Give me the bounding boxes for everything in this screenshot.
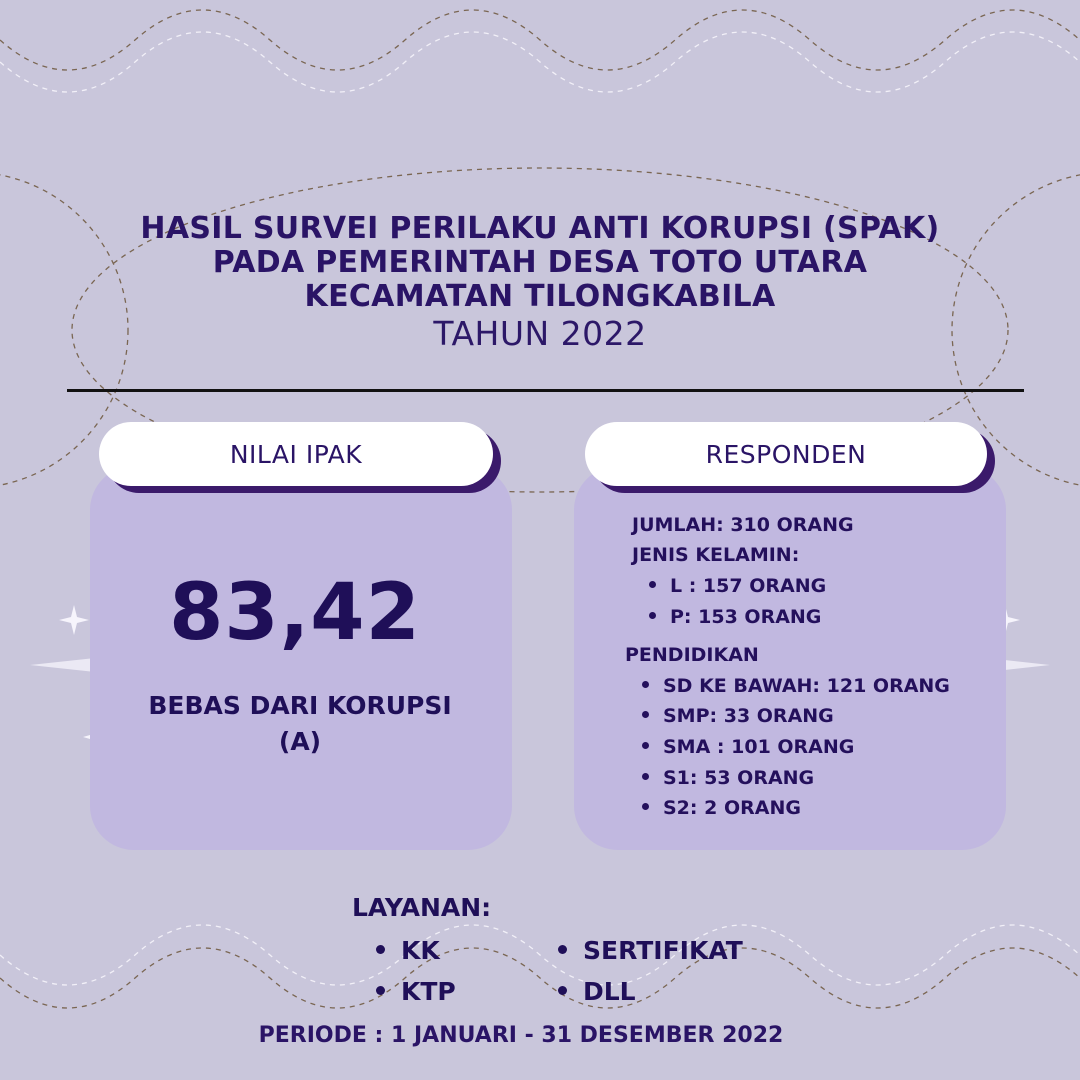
layanan-item: KK (376, 936, 440, 965)
wave-line-top-dark (0, 10, 1080, 70)
wave-line-bottom-light (0, 925, 1080, 985)
layanan-label: LAYANAN: (352, 893, 492, 922)
list-item: S2: 2 ORANG (642, 797, 801, 819)
title-line-2: PADA PEMERINTAH DESA TOTO UTARA (212, 245, 868, 280)
title-line-1: HASIL SURVEI PERILAKU ANTI KORUPSI (SPAK) (140, 211, 940, 246)
layanan-item: DLL (558, 977, 636, 1006)
ipak-desc-line-2: (A) (278, 727, 322, 756)
list-item: L : 157 ORANG (649, 575, 826, 597)
pendidikan-label: PENDIDIKAN (625, 644, 759, 666)
list-item: SMP: 33 ORANG (642, 705, 834, 727)
ipak-header-label: NILAI IPAK (229, 439, 363, 469)
ipak-header (99, 422, 493, 486)
list-item: SD KE BAWAH: 121 ORANG (642, 675, 950, 697)
ipak-desc-line-1: BEBAS DARI KORUPSI (148, 691, 452, 720)
title-block (60, 212, 1020, 354)
responden-header (585, 422, 987, 486)
periode: PERIODE : 1 JANUARI - 31 DESEMBER 2022 (258, 1023, 784, 1048)
responden-jumlah: JUMLAH: 310 ORANG (632, 514, 854, 536)
title-line-3: KECAMATAN TILONGKABILA (304, 279, 776, 314)
ipak-card (90, 466, 512, 850)
ipak-description (110, 688, 490, 760)
layanan-item: SERTIFIKAT (558, 936, 743, 965)
wave-line-top-light (0, 32, 1080, 92)
title-year: TAHUN 2022 (433, 314, 647, 353)
ipak-value: 83,42 (169, 568, 421, 658)
sparkle-icon (59, 605, 89, 635)
list-item: P: 153 ORANG (649, 606, 821, 628)
layanan-item: KTP (376, 977, 456, 1006)
wave-line-bottom-dark (0, 948, 1080, 1008)
jenis-kelamin-label: JENIS KELAMIN: (632, 544, 800, 566)
list-item: S1: 53 ORANG (642, 767, 814, 789)
responden-header-label: RESPONDEN (705, 439, 867, 469)
list-item: SMA : 101 ORANG (642, 736, 854, 758)
divider (67, 389, 1024, 392)
